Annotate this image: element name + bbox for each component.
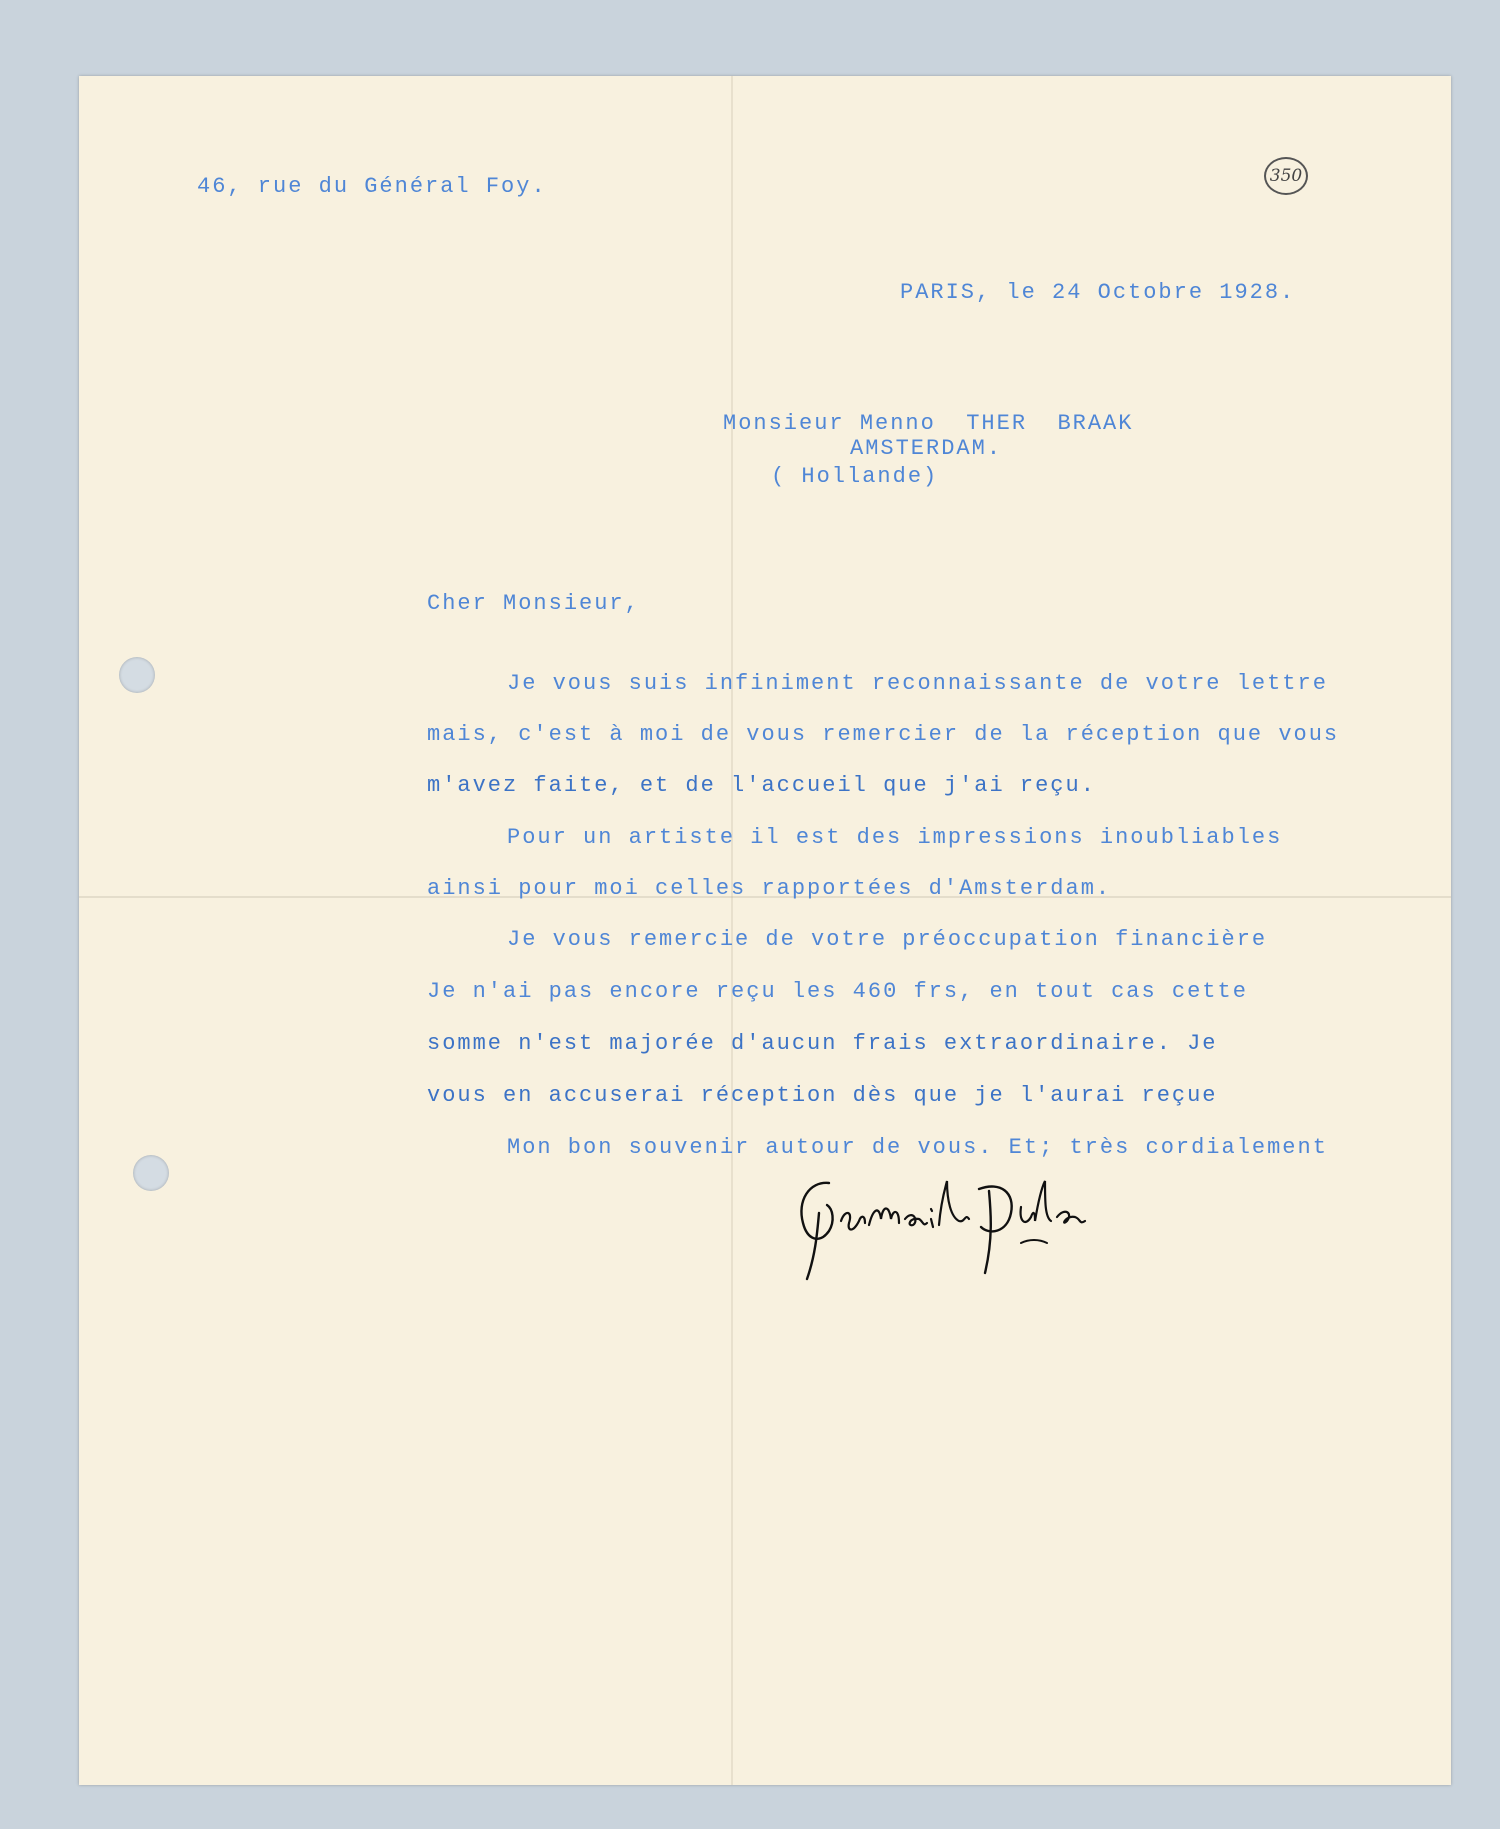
body-line: mais, c'est à moi de vous remercier de la réception que vous xyxy=(427,722,1340,747)
letter-sheet xyxy=(79,76,1451,1785)
body-line: Mon bon souvenir autour de vous. Et; très cordialement xyxy=(507,1135,1328,1160)
body-line: Je vous remercie de votre préoccupation financière xyxy=(507,927,1268,952)
handwritten-signature xyxy=(789,1161,1109,1281)
recipient-city: AMSTERDAM. xyxy=(850,436,1003,461)
punch-hole-bottom xyxy=(133,1155,169,1191)
recipient-name: Monsieur Menno THER BRAAK xyxy=(723,411,1134,436)
recipient-country: ( Hollande) xyxy=(771,464,939,489)
sender-address: 46, rue du Général Foy. xyxy=(197,174,547,199)
punch-hole-top xyxy=(119,657,155,693)
body-line: Je n'ai pas encore reçu les 460 frs, en tout cas cette xyxy=(427,979,1248,1004)
body-line: somme n'est majorée d'aucun frais extraordinaire. Je xyxy=(427,1031,1218,1056)
body-line: Je vous suis infiniment reconnaissante de votre lettre xyxy=(507,671,1328,696)
body-line: Pour un artiste il est des impressions inoubliables xyxy=(507,825,1283,850)
body-line: vous en accuserai réception dès que je l'aurai reçue xyxy=(427,1083,1218,1108)
archive-number: 350 xyxy=(1264,157,1308,195)
salutation: Cher Monsieur, xyxy=(427,591,640,616)
body-line: ainsi pour moi celles rapportées d'Amsterdam. xyxy=(427,876,1112,901)
date-line: PARIS, le 24 Octobre 1928. xyxy=(900,280,1296,305)
body-line: m'avez faite, et de l'accueil que j'ai reçu. xyxy=(427,773,1096,798)
